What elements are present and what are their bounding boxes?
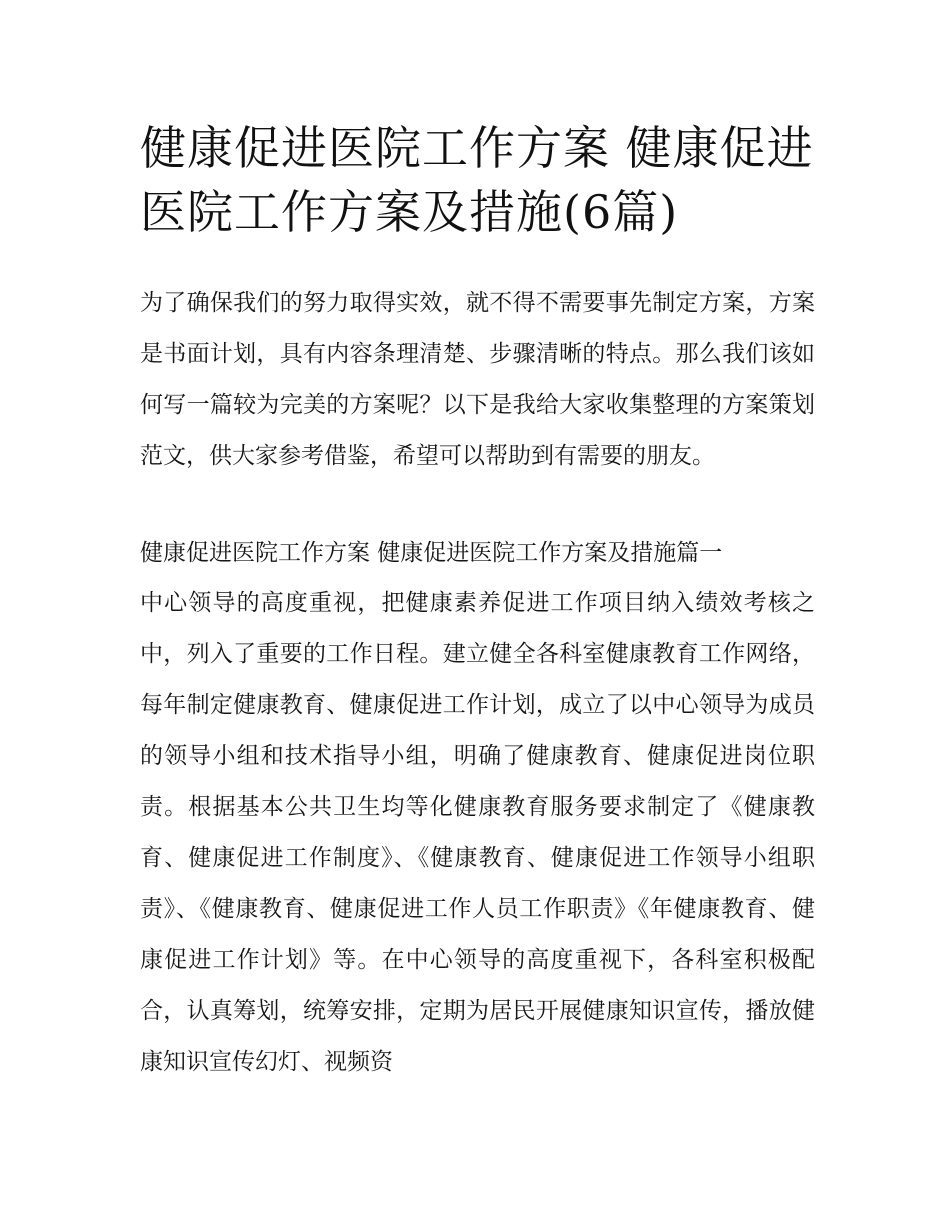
document-title: 健康促进医院工作方案 健康促进医院工作方案及措施(6篇) [140, 121, 814, 239]
section-heading: 健康促进医院工作方案 健康促进医院工作方案及措施篇一 [140, 540, 723, 566]
section-body-paragraph: 中心领导的高度重视，把健康素养促进工作项目纳入绩效考核之中，列入了重要的工作日程。建立健全各科室健康教育工作网络，每年制定健康教育、健康促进工作计划，成立了以中心领导为成员的领导小组和技术指导小组，明确了健康教育、健康促进岗位职责。根据基本公共卫生均等化健康教育服务要求制定了《健康教育、健康促进工作制度》、《健康教育、健康促进工作领导小组职责》、《健康教育、健康促进工作人员工作职责》《年健康教育、健康促进工作计划》等。在中心领导的高度重视下，各科室积极配合，认真筹划，统筹安排，定期为居民开展健康知识宣传，播放健康知识宣传幻灯、视频资 [140, 590, 815, 1075]
intro-paragraph: 为了确保我们的努力取得实效，就不得不需要事先制定方案，方案是书面计划，具有内容条理清楚、步骤清晰的特点。那么我们该如何写一篇较为完美的方案呢？以下是我给大家收集整理的方案策划范文，供大家参考借鉴，希望可以帮助到有需要的朋友。 [140, 290, 815, 469]
